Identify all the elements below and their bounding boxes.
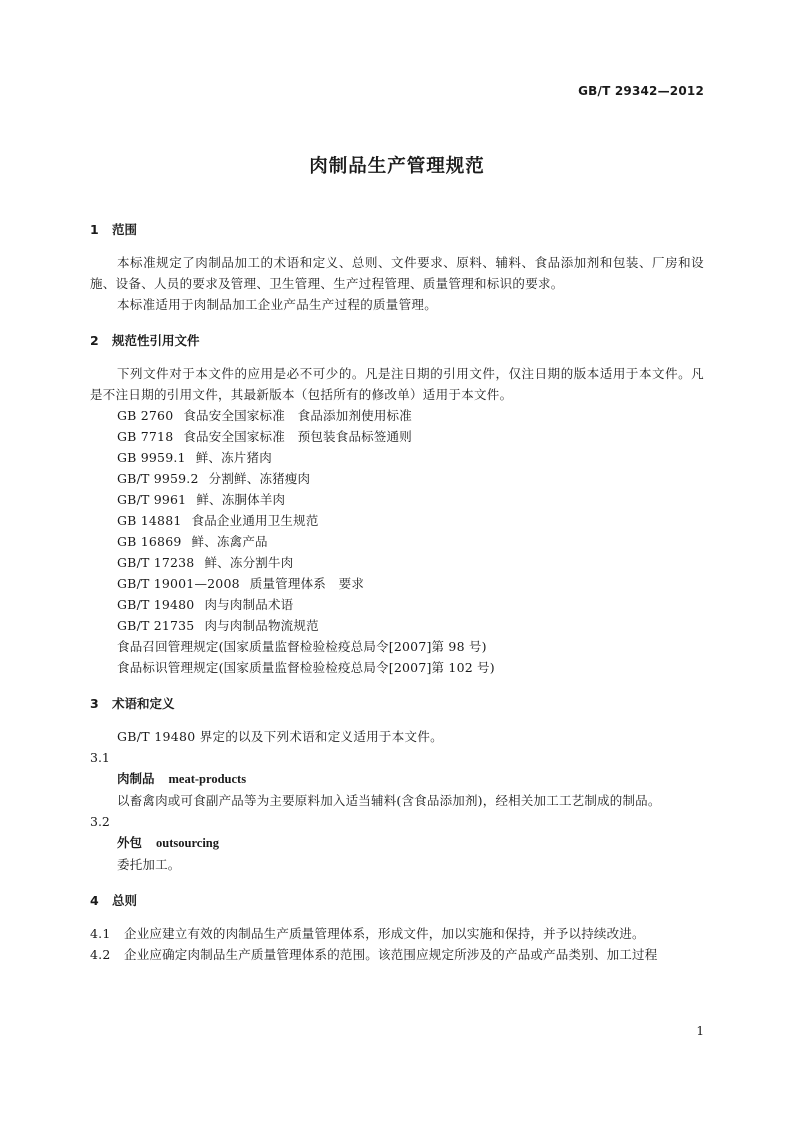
reference-item [90,510,704,531]
regulation-item: 食品标识管理规定(国家质量监督检验检疫总局令[2007]第 102 号) [117,660,495,675]
reference-item [90,426,704,447]
term-number: 3.2 [90,814,110,829]
normative-intro: 下列文件对于本文件的应用是必不可少的。凡是注日期的引用文件，仅注日期的版本适用于本文件。凡是不注日期的引用文件，其最新版本（包括所有的修改单）适用于本文件。 [90,366,704,402]
reference-code: GB 9959.1 [117,450,186,465]
term-entry [90,768,704,790]
reference-name: 鲜、冻分割牛肉 [204,555,294,570]
scope-paragraph: 本标准适用于肉制品加工企业产品生产过程的质量管理。 [117,297,438,312]
reference-item [90,531,704,552]
reference-code: GB 16869 [117,534,182,549]
term-english: outsourcing [156,836,219,850]
reference-code: GB/T 19480 [117,597,195,612]
section-number: 2 [90,333,99,348]
section-number: 1 [90,222,99,237]
reference-code: GB/T 21735 [117,618,195,633]
reference-name: 肉与肉制品术语 [204,597,294,612]
terms-intro: GB/T 19480 界定的以及下列术语和定义适用于本文件。 [117,729,443,744]
reference-code: GB 7718 [117,429,174,444]
reference-name: 鲜、冻胴体羊肉 [196,492,286,507]
section-title: 规范性引用文件 [112,333,200,348]
clause-number: 4.1 [90,926,111,941]
regulation-item: 食品召回管理规定(国家质量监督检验检疫总局令[2007]第 98 号) [117,639,487,654]
reference-item [90,573,704,594]
scope-paragraph: 本标准规定了肉制品加工的术语和定义、总则、文件要求、原料、辅料、食品添加剂和包装、厂房和设施、设备、人员的要求及管理、卫生管理、生产过程管理、质量管理和标识的要求。 [90,255,704,291]
reference-code: GB/T 9959.2 [117,471,199,486]
clause-number: 4.2 [90,947,111,962]
reference-item [90,594,704,615]
reference-name: 食品安全国家标准 食品添加剂使用标准 [183,408,412,423]
term-definition: 以畜禽肉或可食副产品等为主要原料加入适当辅料(含食品添加剂)，经相关加工工艺制成的制品。 [117,793,661,808]
standard-code: GB/T 29342—2012 [578,84,704,98]
reference-code: GB 2760 [117,408,174,423]
reference-item [90,489,704,510]
term-chinese: 肉制品 [117,771,155,786]
reference-code: GB/T 19001—2008 [117,576,240,591]
section-title: 总则 [112,893,138,908]
reference-code: GB/T 9961 [117,492,187,507]
section-title: 术语和定义 [112,696,175,711]
clause-item [90,944,704,965]
section-number: 3 [90,696,99,711]
section-title: 范围 [112,222,138,237]
reference-name: 食品企业通用卫生规范 [191,513,319,528]
term-definition: 委托加工。 [117,857,181,872]
reference-name: 鲜、冻片猪肉 [195,450,272,465]
section-heading-normative [90,331,704,351]
reference-item [90,468,704,489]
reference-item [90,405,704,426]
document-title: 肉制品生产管理规范 [309,156,485,177]
clause-text: 企业应建立有效的肉制品生产质量管理体系，形成文件，加以实施和保持，并予以持续改进。 [124,926,645,941]
reference-item [90,552,704,573]
term-entry [90,832,704,854]
term-english: meat-products [168,772,247,786]
reference-item [90,447,704,468]
section-heading-scope [90,220,704,240]
reference-name: 鲜、冻禽产品 [191,534,268,549]
reference-name: 分割鲜、冻猪瘦肉 [208,471,311,486]
term-number: 3.1 [90,750,110,765]
page-number: 1 [696,1024,704,1038]
reference-code: GB/T 17238 [117,555,195,570]
reference-code: GB 14881 [117,513,182,528]
document-body [90,220,704,965]
section-number: 4 [90,893,99,908]
term-chinese: 外包 [117,835,143,850]
reference-name: 肉与肉制品物流规范 [204,618,319,633]
reference-item [90,615,704,636]
clause-text: 企业应确定肉制品生产质量管理体系的范围。该范围应规定所涉及的产品或产品类别、加工过程 [124,947,658,962]
section-heading-general [90,891,704,911]
reference-name: 食品安全国家标准 预包装食品标签通则 [183,429,412,444]
clause-item [90,923,704,944]
reference-name: 质量管理体系 要求 [249,576,365,591]
section-heading-terms [90,694,704,714]
